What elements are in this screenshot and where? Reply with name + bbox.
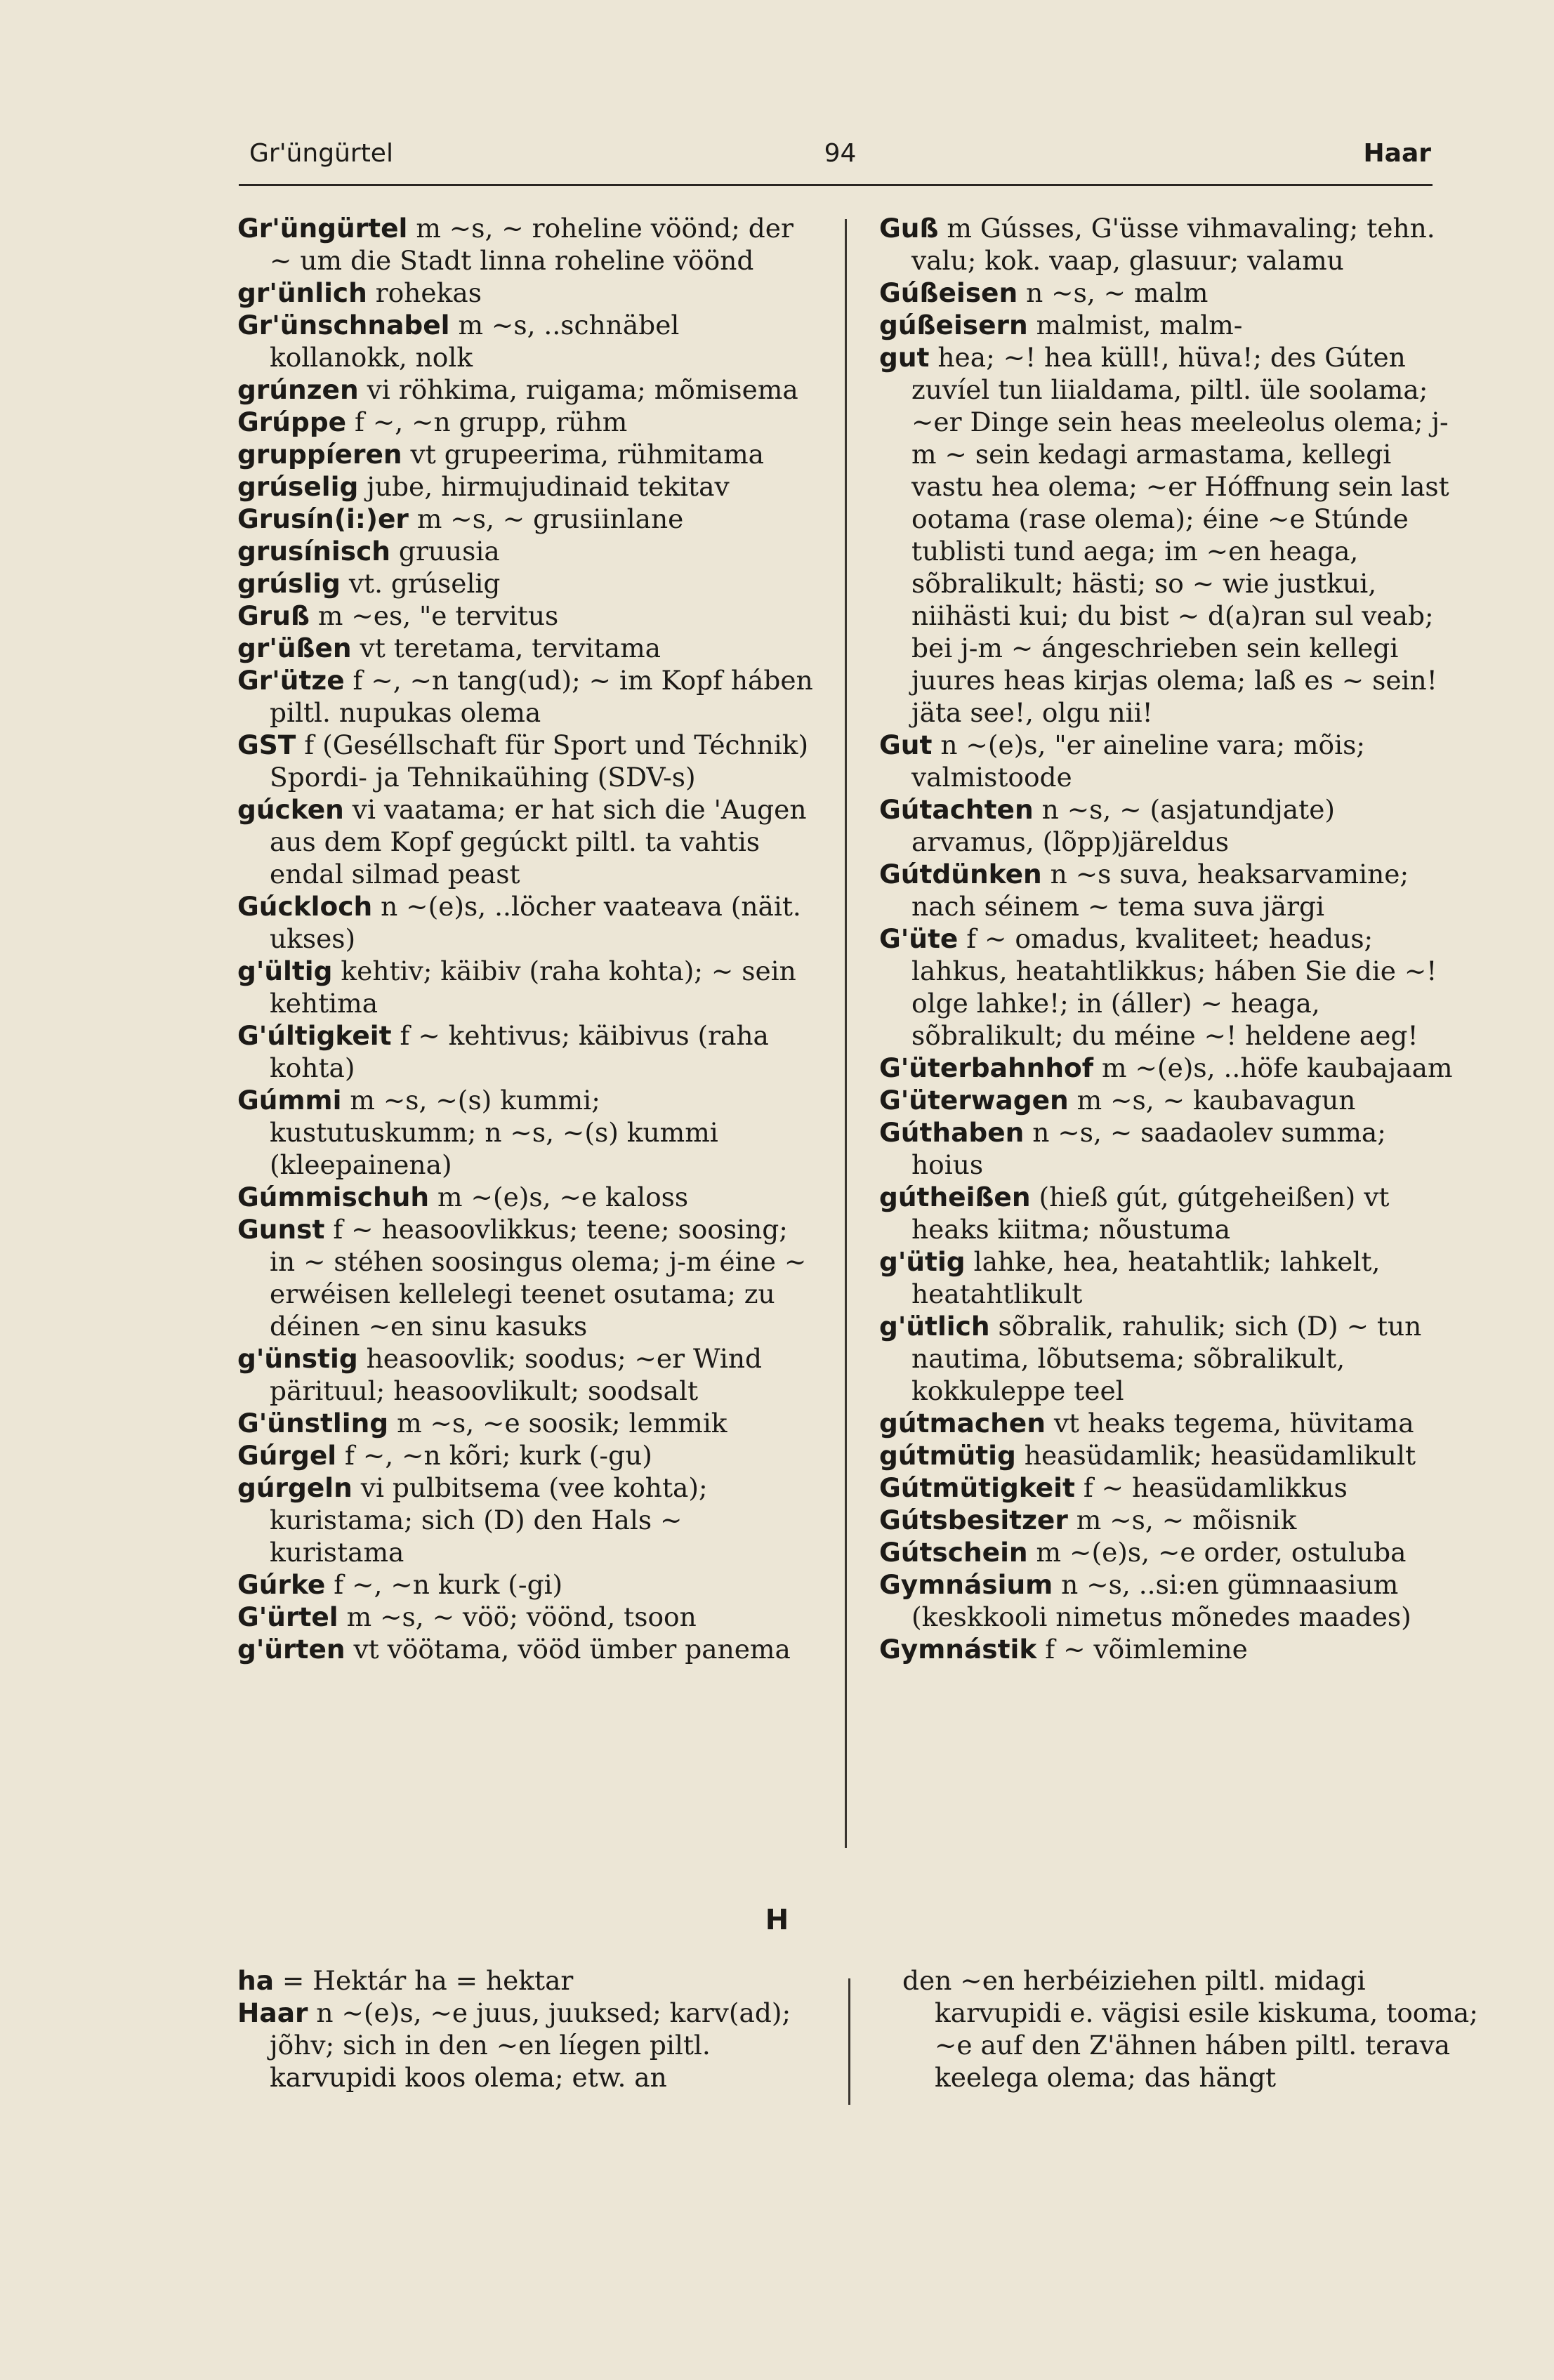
entry-definition: vt vöötama, vööd ümber panema <box>345 1634 791 1665</box>
entry-definition: f ~ heasoovlikkus; teene; soosing; in ~ stéhen soosingus olema; j-m éine ~ erwéisen kellelegi teenet osutama; zu déinen ~en sinu kasuks <box>270 1214 807 1342</box>
entry-headword: g'ünstig <box>237 1343 358 1374</box>
dictionary-entry <box>237 1633 813 1665</box>
entry-definition: f (Geséllschaft für Sport und Téchnik) Spordi- ja Tehnikaühing (SDV-s) <box>270 729 809 793</box>
entry-definition: vt. grúselig <box>340 568 501 599</box>
page-number: 94 <box>824 139 857 168</box>
entry-definition: m ~(e)s, ~e kaloss <box>429 1182 689 1212</box>
dictionary-entry <box>879 1504 1455 1536</box>
entry-definition: m ~s, ~e soosik; lemmik <box>388 1408 727 1439</box>
column-divider <box>845 219 847 1848</box>
dictionary-entry <box>237 890 813 955</box>
bottom-column-divider <box>848 1978 850 2105</box>
dictionary-entry <box>879 1052 1455 1084</box>
entry-definition: rohekas <box>367 277 482 308</box>
dictionary-entry <box>879 1472 1455 1504</box>
entry-headword: Gútmütigkeit <box>879 1472 1075 1503</box>
entry-definition: f ~ heasüdamlikkus <box>1074 1472 1348 1503</box>
dictionary-entry <box>237 373 813 406</box>
entry-definition: n ~s, ..si:en gümnaasium (keskkooli nimetus mõnedes maades) <box>911 1569 1411 1632</box>
bottom-left-column <box>237 1964 813 2094</box>
dictionary-entry <box>237 1997 813 2094</box>
header-rule <box>239 184 1433 186</box>
dictionary-entry <box>237 1439 813 1472</box>
dictionary-entry <box>237 600 813 632</box>
entry-headword: G'üterwagen <box>879 1085 1069 1116</box>
entry-headword: G'ürtel <box>237 1601 338 1632</box>
dictionary-entry <box>879 729 1455 793</box>
entry-definition: n ~(e)s, "er aineline vara; mõis; valmistoode <box>911 729 1365 793</box>
entry-headword: Grusín(i:)er <box>237 503 409 534</box>
dictionary-entry <box>237 567 813 600</box>
dictionary-entry <box>237 793 813 890</box>
bottom-right-column <box>902 1964 1478 2094</box>
entry-headword: Gruß <box>237 600 310 631</box>
entry-headword: Guß <box>879 213 939 244</box>
section-letter: H <box>765 1904 789 1936</box>
entry-definition: m ~es, "e tervitus <box>309 600 559 631</box>
entry-definition: m ~s, ..schnäbel kollanokk, nolk <box>270 310 680 373</box>
dictionary-entry <box>879 858 1455 923</box>
dictionary-entry <box>237 1213 813 1342</box>
dictionary-entry <box>237 503 813 535</box>
entry-headword: gútmütig <box>879 1440 1016 1471</box>
entry-definition: f ~, ~n grupp, rühm <box>346 406 628 437</box>
entry-headword: Grúppe <box>237 406 347 437</box>
entry-definition: jube, hirmujudinaid tekitav <box>358 471 730 502</box>
header-right-word: Haar <box>1363 139 1431 168</box>
entry-headword: G'üterbahnhof <box>879 1052 1094 1083</box>
page-header <box>249 139 1431 181</box>
right-column <box>879 212 1455 1665</box>
entry-headword: Gunst <box>237 1214 325 1245</box>
entry-definition: m Gússes, G'üsse vihmavaling; tehn. valu; kok. vaap, glasuur; valamu <box>911 213 1435 276</box>
entry-definition: m ~s, ~(s) kummi; kustutuskumm; n ~s, ~(s) kummi (kleepainena) <box>270 1085 718 1180</box>
dictionary-entry <box>902 1964 1478 2094</box>
entry-definition: f ~, ~n tang(ud); ~ im Kopf háben piltl. nupukas olema <box>270 665 813 728</box>
dictionary-entry <box>879 309 1455 341</box>
entry-definition: m ~(e)s, ~e order, ostuluba <box>1027 1537 1407 1568</box>
entry-definition: vi röhkima, ruigama; mõmisema <box>358 374 798 405</box>
entry-definition: malmist, malm- <box>1027 310 1243 341</box>
entry-definition: f ~, ~n kõri; kurk (-gu) <box>336 1440 652 1471</box>
entry-definition: f ~, ~n kurk (-gi) <box>325 1569 563 1600</box>
entry-definition: n ~s, ~ saadaolev summa; hoius <box>911 1117 1386 1180</box>
entry-headword: gut <box>879 342 930 373</box>
dictionary-entry <box>237 1568 813 1601</box>
entry-headword: Gúrgel <box>237 1440 337 1471</box>
dictionary-entry <box>879 1568 1455 1633</box>
dictionary-entry <box>237 955 813 1019</box>
entry-headword: gútheißen <box>879 1182 1031 1212</box>
dictionary-entry <box>879 1536 1455 1568</box>
entry-definition: vi vaatama; er hat sich die 'Augen aus dem Kopf gegúckt piltl. ta vahtis endal silmad peast <box>270 794 807 890</box>
dictionary-entry <box>879 212 1455 277</box>
entry-headword: Gúßeisen <box>879 277 1018 308</box>
entry-definition: heasüdamlik; heasüdamlikult <box>1015 1440 1416 1471</box>
dictionary-entry <box>237 535 813 567</box>
entry-definition: n ~(e)s, ~e juus, juuksed; karv(ad); jõhv; sich in den ~en líegen piltl. karvupidi koos olema; etw. an <box>270 1997 791 2093</box>
entry-definition: lahke, hea, heatahtlik; lahkelt, heatahtlikult <box>911 1246 1381 1309</box>
dictionary-entry <box>879 1310 1455 1407</box>
entry-definition: n ~(e)s, ..löcher vaateava (näit. ukses) <box>270 891 801 954</box>
entry-headword: g'ürten <box>237 1634 345 1665</box>
dictionary-entry <box>237 1407 813 1439</box>
entry-headword: gúßeisern <box>879 310 1028 341</box>
entry-headword: Gymnástik <box>879 1634 1037 1665</box>
entry-definition: gruusia <box>390 536 500 567</box>
dictionary-entry <box>237 309 813 373</box>
entry-definition: m ~s, ~ mõisnik <box>1067 1505 1297 1535</box>
entry-headword: G'ünstling <box>237 1408 389 1439</box>
entry-headword: G'últigkeit <box>237 1020 392 1051</box>
entry-headword: Gúthaben <box>879 1117 1025 1148</box>
entry-headword: GST <box>237 729 296 760</box>
dictionary-entry <box>237 1472 813 1568</box>
entry-definition: = Hektár ha = hektar <box>274 1965 574 1996</box>
dictionary-entry <box>237 470 813 503</box>
entry-definition: vt teretama, tervitama <box>351 633 661 663</box>
entry-definition: n ~s, ~ (asjatundjate) arvamus, (lõpp)järeldus <box>911 794 1336 857</box>
dictionary-entry <box>879 1181 1455 1245</box>
entry-headword: Gr'üngürtel <box>237 213 408 244</box>
entry-headword: Gútschein <box>879 1537 1028 1568</box>
dictionary-entry <box>237 1601 813 1633</box>
entry-definition: n ~s, ~ malm <box>1018 277 1209 308</box>
entry-headword: Gúckloch <box>237 891 373 922</box>
entry-definition: sõbralik, rahulik; sich (D) ~ tun nautima, lõbutsema; sõbralikult, kokkuleppe teel <box>911 1311 1422 1406</box>
entry-definition: f ~ võimlemine <box>1036 1634 1248 1665</box>
entry-headword: gruppíeren <box>237 439 402 470</box>
header-left-word: Gr'üngürtel <box>249 139 393 168</box>
dictionary-entry <box>879 1245 1455 1310</box>
entry-headword: g'ütig <box>879 1246 966 1277</box>
entry-headword: G'üte <box>879 923 959 954</box>
entry-headword: Haar <box>237 1997 308 2028</box>
entry-definition: hea; ~! hea küll!, hüva!; des Gúten zuvíel tun liialdama, piltl. üle soolama; ~er Dinge sein heas meeleolus olema; j-m ~ sein kedagi armastama, kellegi vastu hea olema; ~er Hóffnung sein last ootama (rase olema); éine ~e Stúnde tublisti tund aega; im ~en heaga, sõbralikult; hästi; so ~ wie justkui, niihästi kui; du bist ~ d(a)ran sul veab; bei j-m ~ ángeschrieben sein kellegi juures heas kirjas olema; laß es ~ sein! jäta see!, olgu nii! <box>911 342 1449 728</box>
entry-headword: grusínisch <box>237 536 391 567</box>
dictionary-entry <box>879 1407 1455 1439</box>
entry-headword: Gut <box>879 729 933 760</box>
entry-headword: gr'üßen <box>237 633 352 663</box>
entry-headword: Gr'ünschnabel <box>237 310 450 341</box>
entry-headword: Gútdünken <box>879 859 1042 890</box>
dictionary-entry <box>237 1342 813 1407</box>
dictionary-entry <box>237 1019 813 1084</box>
entry-headword: gúrgeln <box>237 1472 353 1503</box>
dictionary-entry <box>879 277 1455 309</box>
entry-headword: Gymnásium <box>879 1569 1053 1600</box>
entry-headword: g'ültig <box>237 956 333 986</box>
entry-headword: g'ütlich <box>879 1311 990 1342</box>
dictionary-entry <box>237 1964 813 1997</box>
dictionary-entry <box>879 793 1455 858</box>
dictionary-entry <box>237 277 813 309</box>
dictionary-entry <box>879 1116 1455 1181</box>
left-column <box>237 212 813 1665</box>
entry-definition: kehtiv; käibiv (raha kohta); ~ sein kehtima <box>270 956 796 1019</box>
entry-headword: Gúmmi <box>237 1085 342 1116</box>
dictionary-entry <box>237 664 813 729</box>
dictionary-entry <box>237 406 813 438</box>
entry-definition: m ~(e)s, ..höfe kaubajaam <box>1093 1052 1453 1083</box>
entry-definition: (hieß gút, gútgeheißen) vt heaks kiitma; nõustuma <box>911 1182 1390 1245</box>
dictionary-entry <box>879 1084 1455 1116</box>
dictionary-entry <box>237 632 813 664</box>
dictionary-entry <box>237 1181 813 1213</box>
entry-headword: Gútsbesitzer <box>879 1505 1068 1535</box>
dictionary-entry <box>237 438 813 470</box>
dictionary-entry <box>879 923 1455 1052</box>
entry-definition: vi pulbitsema (vee kohta); kuristama; sich (D) den Hals ~ kuristama <box>270 1472 708 1568</box>
entry-headword: grúnzen <box>237 374 359 405</box>
entry-headword: gútmachen <box>879 1408 1046 1439</box>
entry-definition: m ~s, ~ vöö; vöönd, tsoon <box>338 1601 697 1632</box>
dictionary-entry <box>879 1439 1455 1472</box>
dictionary-entry <box>237 729 813 793</box>
entry-headword: Gútachten <box>879 794 1034 825</box>
entry-definition: heasoovlik; soodus; ~er Wind pärituul; heasoovlikult; soodsalt <box>270 1343 762 1406</box>
dictionary-entry <box>879 341 1455 729</box>
entry-definition: n ~s suva, heaksarvamine; nach séinem ~ tema suva järgi <box>911 859 1409 922</box>
entry-headword: Gúrke <box>237 1569 326 1600</box>
entry-headword: Gúmmischuh <box>237 1182 430 1212</box>
entry-definition: m ~s, ~ grusiinlane <box>408 503 684 534</box>
entry-definition: m ~s, ~ roheline vöönd; der ~ um die Stadt linna roheline vöönd <box>270 213 794 276</box>
entry-definition: m ~s, ~ kaubavagun <box>1068 1085 1356 1116</box>
entry-definition: f ~ omadus, kvaliteet; headus; lahkus, heatahtlikkus; háben Sie die ~! olge lahke!; in (áller) ~ heaga, sõbralikult; du méine ~! heldene aeg! <box>911 923 1437 1051</box>
entry-definition: den ~en herbéiziehen piltl. midagi karvupidi e. vägisi esile kiskuma, tooma; ~e auf den Z'ähnen háben piltl. terava keelega olema; das hängt <box>902 1965 1478 2093</box>
entry-definition: vt heaks tegema, hüvitama <box>1045 1408 1414 1439</box>
entry-definition: f ~ kehtivus; käibivus (raha kohta) <box>270 1020 769 1083</box>
entry-headword: Gr'ütze <box>237 665 345 696</box>
entry-headword: grúselig <box>237 471 359 502</box>
entry-headword: gr'ünlich <box>237 277 367 308</box>
entry-headword: gúcken <box>237 794 344 825</box>
entry-definition: vt grupeerima, rühmitama <box>402 439 765 470</box>
entry-headword: grúslig <box>237 568 341 599</box>
dictionary-entry <box>237 212 813 277</box>
dictionary-entry <box>237 1084 813 1181</box>
dictionary-entry <box>879 1633 1455 1665</box>
entry-headword: ha <box>237 1965 275 1996</box>
